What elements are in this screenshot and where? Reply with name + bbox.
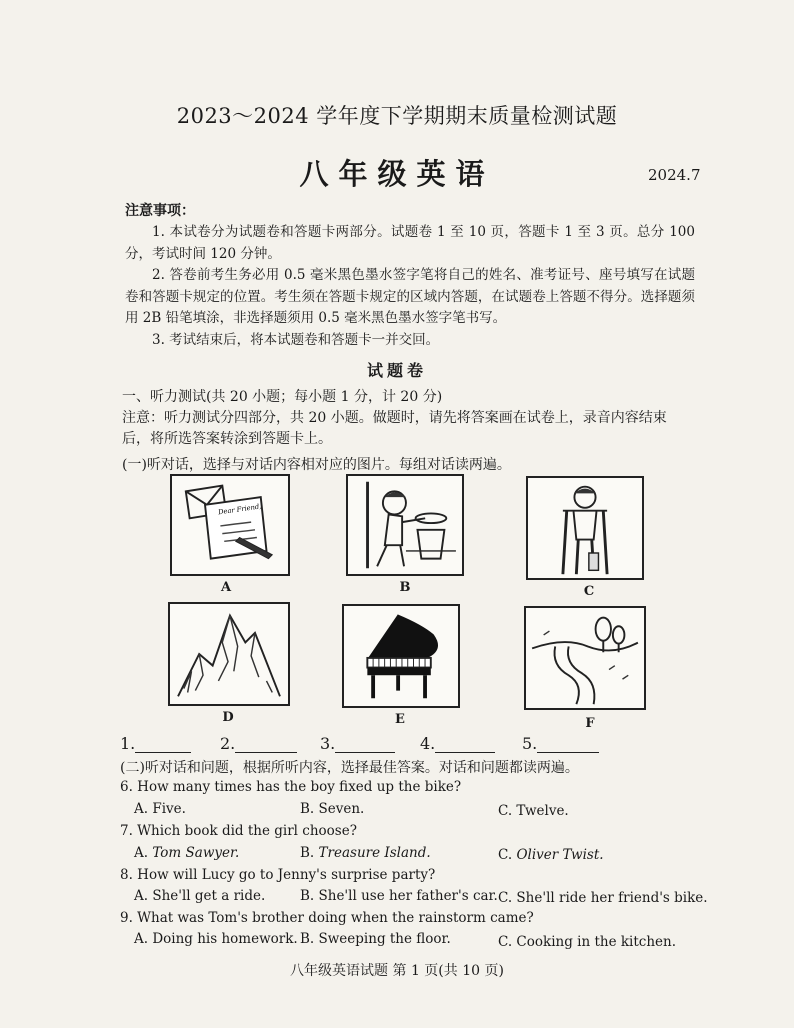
option-b[interactable]: B. She'll use her father's car. [300, 888, 498, 904]
part1-heading: (一)听对话，选择与对话内容相对应的图片。每组对话读两遍。 [122, 457, 511, 473]
option-a[interactable]: A. Doing his homework. [134, 931, 298, 947]
option-a[interactable]: A. Tom Sawyer. [134, 845, 240, 861]
boy-on-crutches-icon [528, 478, 642, 578]
option-b[interactable]: B. Seven. [300, 801, 365, 817]
grand-piano-icon [344, 606, 458, 706]
option-c[interactable]: C. She'll ride her friend's bike. [498, 890, 708, 906]
mountains-icon [170, 604, 288, 704]
question-9: 9. What was Tom's brother doing when the rainstorm came? [120, 910, 534, 926]
section-title: 试题卷 [366, 361, 427, 380]
answer-blank-2[interactable]: 2. [220, 734, 297, 753]
exam-title: 2023～2024 学年度下学期期末质量检测试题 [176, 104, 618, 128]
page-footer: 八年级英语试题 第 1 页(共 10 页) [290, 963, 504, 979]
answer-blank-3[interactable]: 3. [320, 734, 395, 753]
option-a[interactable]: A. She'll get a ride. [134, 888, 266, 904]
note-item: 3. 考试结束后，将本试题卷和答题卡一并交回。 [152, 331, 440, 348]
question-7: 7. Which book did the girl choose? [120, 823, 357, 839]
option-b[interactable]: B. Sweeping the floor. [300, 931, 451, 947]
answer-blank-5[interactable]: 5. [522, 734, 599, 753]
picture-f [524, 606, 646, 710]
notes-heading: 注意事项： [125, 203, 195, 219]
option-b[interactable]: B. Treasure Island. [300, 845, 431, 861]
option-a[interactable]: A. Five. [134, 801, 186, 817]
boy-washing-dishes-icon [348, 476, 462, 574]
picture-label: A [220, 580, 232, 595]
note-item: 1. 本试卷分为试题卷和答题卡两部分。试题卷 1 至 10 页，答题卡 1 至 3 页。总分 100 分，考试时间 120 分钟。 [125, 224, 695, 262]
answer-blank-1[interactable]: 1. [120, 734, 191, 753]
question-8: 8. How will Lucy go to Jenny's surprise party? [120, 867, 436, 883]
letter-envelope-pen-icon [172, 476, 288, 574]
question-6: 6. How many times has the boy fixed up the bike? [120, 779, 462, 795]
picture-label: C [583, 584, 595, 599]
listening-note: 注意：听力测试分四部分，共 20 小题。做题时，请先将答案画在试卷上，录音内容结束后，将所选答案转涂到答题卡上。 [122, 410, 667, 447]
picture-label: B [399, 580, 411, 595]
picture-b [346, 474, 464, 576]
picture-e [342, 604, 460, 708]
notes-list [125, 222, 695, 351]
picture-label: E [395, 712, 405, 727]
picture-c [526, 476, 644, 580]
subject-title: 八年级英语 [299, 157, 495, 191]
picture-label: F [585, 716, 595, 731]
listening-heading: 一、听力测试(共 20 小题；每小题 1 分，计 20 分) [122, 389, 443, 405]
option-c[interactable]: C. Cooking in the kitchen. [498, 934, 676, 950]
answer-blank-4[interactable]: 4. [420, 734, 495, 753]
picture-a [170, 474, 290, 576]
exam-date: 2024.7 [648, 166, 701, 184]
river-trees-icon [526, 608, 644, 708]
option-c[interactable]: C. Twelve. [498, 803, 569, 819]
note-item: 2. 答卷前考生务必用 0.5 毫米黑色墨水签字笔将自己的姓名、准考证号、座号填写在试题卷和答题卡规定的位置。考生须在答题卡规定的区域内答题，在试题卷上答题不得分。选择题须用 2B 铅笔填涂，非选择题须用 0.5 毫米黑色墨水签字笔书写。 [125, 267, 695, 326]
option-c[interactable]: C. Oliver Twist. [498, 847, 604, 863]
picture-d [168, 602, 290, 706]
picture-label: D [222, 710, 234, 725]
letter-greeting: Dear Friend, [217, 502, 262, 517]
part2-heading: (二)听对话和问题，根据所听内容，选择最佳答案。对话和问题都读两遍。 [120, 760, 579, 776]
